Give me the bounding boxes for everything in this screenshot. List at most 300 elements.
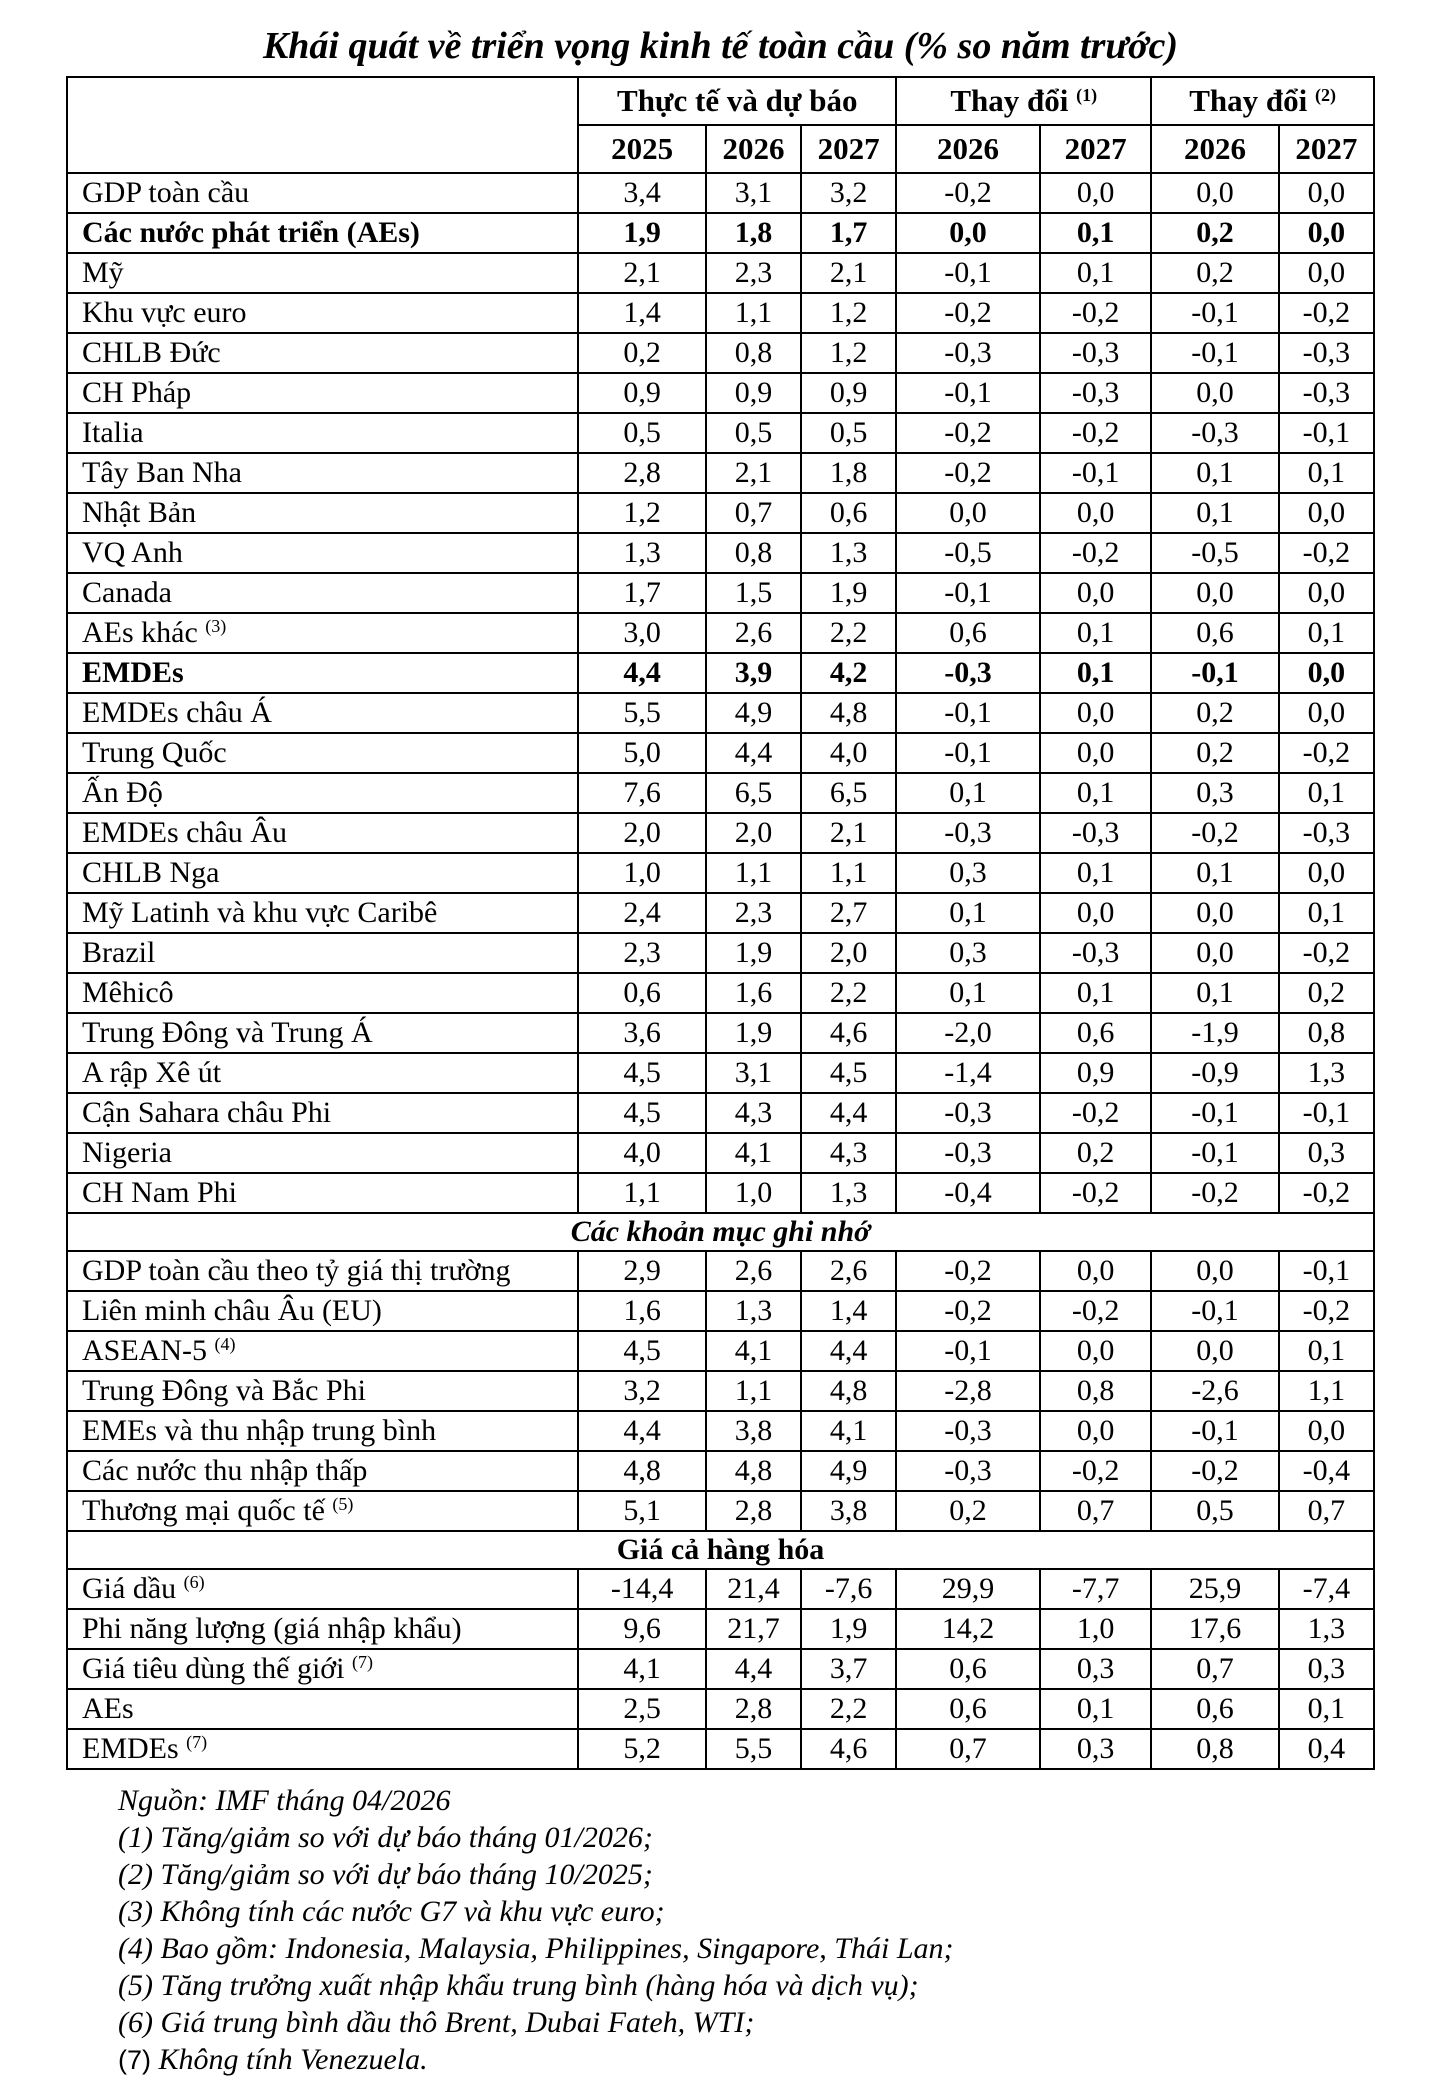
value-cell: 1,0 xyxy=(578,853,706,893)
value-cell: -0,2 xyxy=(896,1251,1040,1291)
value-cell: 0,7 xyxy=(706,493,801,533)
value-cell: 0,0 xyxy=(1040,893,1151,933)
value-cell: 4,8 xyxy=(801,693,896,733)
row-label xyxy=(67,1609,578,1649)
value-cell: 1,0 xyxy=(1040,1609,1151,1649)
value-cell: -0,2 xyxy=(1279,933,1374,973)
value-cell: 0,1 xyxy=(1279,1331,1374,1371)
value-cell: 0,6 xyxy=(896,1649,1040,1689)
table-row xyxy=(67,1411,1374,1451)
table-title: Khái quát về triển vọng kinh tế toàn cầu (% so năm trước) xyxy=(262,25,1179,67)
table-row xyxy=(67,1093,1374,1133)
value-cell: 0,1 xyxy=(1279,613,1374,653)
table-row xyxy=(67,933,1374,973)
value-cell: 0,5 xyxy=(1151,1491,1279,1531)
value-cell: 1,1 xyxy=(706,293,801,333)
value-cell: 4,9 xyxy=(801,1451,896,1491)
value-cell: -0,2 xyxy=(896,453,1040,493)
value-cell: 2,3 xyxy=(578,933,706,973)
value-cell: 0,7 xyxy=(1040,1491,1151,1531)
row-label xyxy=(67,333,578,373)
value-cell: 0,6 xyxy=(1151,1689,1279,1729)
value-cell: 4,0 xyxy=(578,1133,706,1173)
value-cell: 0,0 xyxy=(896,493,1040,533)
value-cell: -7,6 xyxy=(801,1569,896,1609)
table-row xyxy=(67,1609,1374,1649)
value-cell: 0,9 xyxy=(1040,1053,1151,1093)
table-row xyxy=(67,613,1374,653)
row-label xyxy=(67,1173,578,1213)
value-cell: 3,8 xyxy=(801,1491,896,1531)
row-label xyxy=(67,1013,578,1053)
value-cell: 0,0 xyxy=(1040,693,1151,733)
value-cell: 0,1 xyxy=(1151,493,1279,533)
value-cell: -0,1 xyxy=(896,373,1040,413)
value-cell: -0,1 xyxy=(1151,1411,1279,1451)
footnote: (5) Tăng trưởng xuất nhập khẩu trung bình (hàng hóa và dịch vụ); xyxy=(118,1969,919,2002)
value-cell: 3,4 xyxy=(578,173,706,213)
row-label-text: CH Pháp xyxy=(82,376,192,409)
value-cell: 21,4 xyxy=(706,1569,801,1609)
value-cell: 17,6 xyxy=(1151,1609,1279,1649)
row-label-text: Các nước phát triển (AEs) xyxy=(82,216,420,249)
row-label-text: EMEs và thu nhập trung bình xyxy=(82,1414,437,1447)
row-label xyxy=(67,533,578,573)
value-cell: 4,2 xyxy=(801,653,896,693)
value-cell: 0,2 xyxy=(1040,1133,1151,1173)
table-row xyxy=(67,1053,1374,1093)
row-label xyxy=(67,453,578,493)
row-label-text: AEs xyxy=(82,1692,134,1725)
value-cell: 0,0 xyxy=(1151,1251,1279,1291)
value-cell: 0,0 xyxy=(1279,1411,1374,1451)
row-label xyxy=(67,1371,578,1411)
value-cell: -0,3 xyxy=(896,333,1040,373)
value-cell: 2,6 xyxy=(706,613,801,653)
row-label-text: Giá dầu xyxy=(82,1572,177,1605)
value-cell: 1,3 xyxy=(1279,1053,1374,1093)
table-row xyxy=(67,1251,1374,1291)
value-cell: 0,1 xyxy=(1040,973,1151,1013)
row-label xyxy=(67,493,578,533)
value-cell: 1,9 xyxy=(801,1609,896,1649)
table-row xyxy=(67,733,1374,773)
value-cell: 4,9 xyxy=(706,693,801,733)
value-cell: 0,1 xyxy=(1279,1689,1374,1729)
value-cell: 3,7 xyxy=(801,1649,896,1689)
table-row xyxy=(67,1291,1374,1331)
footnotes xyxy=(118,1782,1368,2079)
row-label-text: CHLB Nga xyxy=(82,856,220,889)
value-cell: -0,1 xyxy=(896,1331,1040,1371)
value-cell: 5,0 xyxy=(578,733,706,773)
value-cell: 0,0 xyxy=(1279,693,1374,733)
row-label-text: Nhật Bản xyxy=(82,496,197,529)
value-cell: -1,4 xyxy=(896,1053,1040,1093)
value-cell: 0,1 xyxy=(1040,613,1151,653)
row-label-text: Trung Đông và Trung Á xyxy=(82,1016,373,1049)
value-cell: 0,2 xyxy=(896,1491,1040,1531)
value-cell: 2,8 xyxy=(706,1491,801,1531)
value-cell: -0,3 xyxy=(1040,333,1151,373)
value-cell: 2,8 xyxy=(578,453,706,493)
value-cell: 4,1 xyxy=(706,1331,801,1371)
value-cell: 3,0 xyxy=(578,613,706,653)
value-cell: 4,1 xyxy=(578,1649,706,1689)
table-row xyxy=(67,1569,1374,1609)
header-group-actual-forecast: Thực tế và dự báo xyxy=(578,77,896,125)
row-label-text: Canada xyxy=(82,576,172,609)
value-cell: -2,8 xyxy=(896,1371,1040,1411)
value-cell: -0,3 xyxy=(1279,333,1374,373)
value-cell: 2,4 xyxy=(578,893,706,933)
value-cell: 0,0 xyxy=(1279,253,1374,293)
value-cell: -0,1 xyxy=(896,693,1040,733)
section-prices-header xyxy=(67,1531,1374,1569)
value-cell: 2,3 xyxy=(706,893,801,933)
row-label xyxy=(67,213,578,253)
value-cell: 0,9 xyxy=(578,373,706,413)
value-cell: 4,5 xyxy=(801,1053,896,1093)
value-cell: 1,2 xyxy=(578,493,706,533)
table-row xyxy=(67,213,1374,253)
value-cell: -0,1 xyxy=(1151,293,1279,333)
row-label-text: EMDEs châu Âu xyxy=(82,816,287,849)
value-cell: -0,2 xyxy=(1040,1291,1151,1331)
value-cell: -0,2 xyxy=(1151,1173,1279,1213)
value-cell: -0,3 xyxy=(896,1451,1040,1491)
value-cell: 0,0 xyxy=(1151,373,1279,413)
value-cell: 0,0 xyxy=(1040,493,1151,533)
value-cell: 4,8 xyxy=(801,1371,896,1411)
section-prices-header-title: Giá cả hàng hóa xyxy=(67,1531,1374,1569)
row-label-text: AEs khác xyxy=(82,616,198,649)
row-label-text: A rập Xê út xyxy=(82,1056,222,1089)
value-cell: 0,0 xyxy=(1151,1331,1279,1371)
row-label xyxy=(67,853,578,893)
value-cell: 2,0 xyxy=(801,933,896,973)
value-cell: -2,6 xyxy=(1151,1371,1279,1411)
value-cell: 1,5 xyxy=(706,573,801,613)
row-label xyxy=(67,813,578,853)
value-cell: 2,6 xyxy=(801,1251,896,1291)
value-cell: 6,5 xyxy=(801,773,896,813)
value-cell: -0,3 xyxy=(896,1093,1040,1133)
footnote: (2) Tăng/giảm so với dự báo tháng 10/2025; xyxy=(118,1858,653,1891)
header-group-change-2-text: Thay đổi xyxy=(1189,83,1308,118)
value-cell: 0,0 xyxy=(1040,573,1151,613)
value-cell: 3,1 xyxy=(706,1053,801,1093)
value-cell: -0,2 xyxy=(1040,413,1151,453)
value-cell: 1,1 xyxy=(706,853,801,893)
value-cell: 0,1 xyxy=(1151,973,1279,1013)
value-cell: 4,5 xyxy=(578,1093,706,1133)
value-cell: 0,0 xyxy=(896,213,1040,253)
value-cell: 3,1 xyxy=(706,173,801,213)
value-cell: -0,5 xyxy=(896,533,1040,573)
row-label-text: ASEAN-5 xyxy=(82,1334,207,1367)
header-group-change-2-note: (2) xyxy=(1315,85,1337,105)
table-row xyxy=(67,573,1374,613)
row-label-text: Liên minh châu Âu (EU) xyxy=(82,1294,382,1327)
value-cell: 0,2 xyxy=(578,333,706,373)
value-cell: -0,5 xyxy=(1151,533,1279,573)
row-label xyxy=(67,1411,578,1451)
table-row xyxy=(67,293,1374,333)
header-year: 2027 xyxy=(801,125,896,173)
value-cell: 0,2 xyxy=(1279,973,1374,1013)
value-cell: 0,1 xyxy=(1040,853,1151,893)
value-cell: 0,9 xyxy=(801,373,896,413)
value-cell: 2,2 xyxy=(801,613,896,653)
value-cell: 0,2 xyxy=(1151,213,1279,253)
value-cell: 0,0 xyxy=(1279,173,1374,213)
value-cell: 9,6 xyxy=(578,1609,706,1649)
row-label-note: (7) xyxy=(352,1652,373,1672)
value-cell: 0,1 xyxy=(1279,453,1374,493)
row-label xyxy=(67,1291,578,1331)
row-label xyxy=(67,1133,578,1173)
value-cell: 5,1 xyxy=(578,1491,706,1531)
value-cell: 2,1 xyxy=(706,453,801,493)
table-row xyxy=(67,493,1374,533)
value-cell: -0,2 xyxy=(1279,1173,1374,1213)
table-row xyxy=(67,1729,1374,1769)
value-cell: -0,2 xyxy=(1279,533,1374,573)
value-cell: -0,1 xyxy=(1279,1251,1374,1291)
row-label xyxy=(67,733,578,773)
value-cell: -0,3 xyxy=(896,653,1040,693)
row-label-text: Nigeria xyxy=(82,1136,172,1169)
row-label-text: Brazil xyxy=(82,936,156,969)
value-cell: -0,2 xyxy=(1040,1451,1151,1491)
row-label-text: VQ Anh xyxy=(82,536,183,569)
table-row xyxy=(67,893,1374,933)
value-cell: 1,2 xyxy=(801,333,896,373)
value-cell: -7,7 xyxy=(1040,1569,1151,1609)
header-group-change-2 xyxy=(1151,77,1374,125)
value-cell: 0,8 xyxy=(706,333,801,373)
value-cell: 0,8 xyxy=(1151,1729,1279,1769)
value-cell: 1,3 xyxy=(801,533,896,573)
value-cell: 0,0 xyxy=(1151,173,1279,213)
value-cell: 1,1 xyxy=(801,853,896,893)
header-year: 2027 xyxy=(1279,125,1374,173)
value-cell: 1,4 xyxy=(578,293,706,333)
value-cell: -0,4 xyxy=(1279,1451,1374,1491)
value-cell: 0,0 xyxy=(1040,173,1151,213)
value-cell: 1,9 xyxy=(801,573,896,613)
value-cell: -0,2 xyxy=(1151,813,1279,853)
value-cell: 2,7 xyxy=(801,893,896,933)
value-cell: 2,2 xyxy=(801,973,896,1013)
value-cell: 0,0 xyxy=(1151,893,1279,933)
value-cell: -0,2 xyxy=(1040,1173,1151,1213)
value-cell: 2,1 xyxy=(801,813,896,853)
row-label-text: GDP toàn cầu xyxy=(82,176,250,209)
value-cell: 2,3 xyxy=(706,253,801,293)
value-cell: 4,4 xyxy=(578,653,706,693)
value-cell: 0,2 xyxy=(1151,253,1279,293)
table-row xyxy=(67,1649,1374,1689)
value-cell: -0,4 xyxy=(896,1173,1040,1213)
value-cell: 2,9 xyxy=(578,1251,706,1291)
row-label xyxy=(67,253,578,293)
value-cell: 0,1 xyxy=(1151,853,1279,893)
footnote: (1) Tăng/giảm so với dự báo tháng 01/2026; xyxy=(118,1821,653,1854)
value-cell: 0,3 xyxy=(1040,1729,1151,1769)
row-label-note: (5) xyxy=(332,1494,354,1514)
value-cell: -0,1 xyxy=(1151,653,1279,693)
table-row xyxy=(67,1451,1374,1491)
row-label xyxy=(67,1689,578,1729)
value-cell: 5,5 xyxy=(578,693,706,733)
value-cell: -0,2 xyxy=(896,1291,1040,1331)
value-cell: 4,3 xyxy=(706,1093,801,1133)
value-cell: 2,5 xyxy=(578,1689,706,1729)
value-cell: 0,8 xyxy=(1040,1371,1151,1411)
value-cell: -0,3 xyxy=(1040,813,1151,853)
row-label-text: Cận Sahara châu Phi xyxy=(82,1096,332,1129)
value-cell: 0,0 xyxy=(1040,733,1151,773)
value-cell: -2,0 xyxy=(896,1013,1040,1053)
row-label-text: EMDEs châu Á xyxy=(82,696,272,729)
value-cell: 0,9 xyxy=(706,373,801,413)
value-cell: -0,3 xyxy=(896,1133,1040,1173)
value-cell: 1,9 xyxy=(578,213,706,253)
value-cell: -0,2 xyxy=(1279,293,1374,333)
footnote-prefix: (7) xyxy=(118,2045,151,2075)
value-cell: 21,7 xyxy=(706,1609,801,1649)
row-label-text: Giá tiêu dùng thế giới xyxy=(82,1652,345,1685)
value-cell: 1,2 xyxy=(801,293,896,333)
table-row xyxy=(67,693,1374,733)
value-cell: -0,1 xyxy=(1151,333,1279,373)
value-cell: 2,2 xyxy=(801,1689,896,1729)
value-cell: 4,5 xyxy=(578,1053,706,1093)
value-cell: 2,1 xyxy=(801,253,896,293)
value-cell: -0,1 xyxy=(1151,1291,1279,1331)
row-label xyxy=(67,933,578,973)
header-year: 2026 xyxy=(706,125,801,173)
value-cell: 0,3 xyxy=(896,853,1040,893)
value-cell: 0,5 xyxy=(706,413,801,453)
value-cell: -0,1 xyxy=(1279,1093,1374,1133)
value-cell: 4,8 xyxy=(706,1451,801,1491)
row-label xyxy=(67,1251,578,1291)
table-row xyxy=(67,973,1374,1013)
footnote xyxy=(118,2041,1368,2079)
value-cell: -0,1 xyxy=(1151,1133,1279,1173)
row-label xyxy=(67,613,578,653)
value-cell: 4,4 xyxy=(706,1649,801,1689)
value-cell: 1,3 xyxy=(801,1173,896,1213)
value-cell: -0,3 xyxy=(896,1411,1040,1451)
value-cell: 1,4 xyxy=(801,1291,896,1331)
row-label xyxy=(67,413,578,453)
value-cell: -0,2 xyxy=(1040,293,1151,333)
value-cell: 7,6 xyxy=(578,773,706,813)
value-cell: 0,8 xyxy=(706,533,801,573)
value-cell: -0,3 xyxy=(1040,373,1151,413)
value-cell: 0,1 xyxy=(896,973,1040,1013)
value-cell: 3,2 xyxy=(578,1371,706,1411)
value-cell: 0,1 xyxy=(1040,213,1151,253)
row-label-text: Trung Quốc xyxy=(82,736,227,769)
row-label-note: (7) xyxy=(186,1732,208,1752)
value-cell: 4,4 xyxy=(578,1411,706,1451)
header-year: 2026 xyxy=(1151,125,1279,173)
header-group-change-1-text: Thay đổi xyxy=(950,83,1069,118)
value-cell: -0,2 xyxy=(1279,733,1374,773)
value-cell: 4,4 xyxy=(706,733,801,773)
table-row xyxy=(67,653,1374,693)
row-label-text: Thương mại quốc tế xyxy=(82,1494,325,1527)
value-cell: -0,2 xyxy=(896,293,1040,333)
table-row xyxy=(67,1689,1374,1729)
value-cell: 0,1 xyxy=(1040,773,1151,813)
value-cell: 0,8 xyxy=(1279,1013,1374,1053)
value-cell: 1,9 xyxy=(706,1013,801,1053)
value-cell: -14,4 xyxy=(578,1569,706,1609)
row-label-text: Italia xyxy=(82,416,144,449)
value-cell: 0,6 xyxy=(896,1689,1040,1729)
value-cell: -0,3 xyxy=(1151,413,1279,453)
value-cell: 0,0 xyxy=(1279,213,1374,253)
value-cell: 0,3 xyxy=(1279,1133,1374,1173)
header-year: 2026 xyxy=(896,125,1040,173)
value-cell: 1,8 xyxy=(801,453,896,493)
value-cell: 0,5 xyxy=(801,413,896,453)
row-label-text: Khu vực euro xyxy=(82,296,247,329)
value-cell: -0,3 xyxy=(1279,813,1374,853)
value-cell: 0,0 xyxy=(1279,653,1374,693)
header-row-groups xyxy=(67,77,1374,125)
row-label xyxy=(67,973,578,1013)
value-cell: 4,1 xyxy=(801,1411,896,1451)
value-cell: -0,2 xyxy=(896,413,1040,453)
row-label xyxy=(67,1491,578,1531)
value-cell: 4,8 xyxy=(578,1451,706,1491)
value-cell: 4,4 xyxy=(801,1331,896,1371)
table-row xyxy=(67,1371,1374,1411)
value-cell: 0,2 xyxy=(1151,733,1279,773)
value-cell: 1,6 xyxy=(706,973,801,1013)
value-cell: -0,3 xyxy=(896,813,1040,853)
row-label-text: Ấn Độ xyxy=(82,776,163,809)
value-cell: 0,0 xyxy=(1279,853,1374,893)
table-row xyxy=(67,373,1374,413)
value-cell: 14,2 xyxy=(896,1609,1040,1649)
value-cell: 0,5 xyxy=(578,413,706,453)
value-cell: -0,2 xyxy=(896,173,1040,213)
row-label xyxy=(67,653,578,693)
value-cell: -0,9 xyxy=(1151,1053,1279,1093)
row-label-text: Phi năng lượng (giá nhập khẩu) xyxy=(82,1612,462,1645)
header-group-change-1 xyxy=(896,77,1151,125)
row-label-text: Mỹ xyxy=(82,256,124,289)
row-label-text: EMDEs xyxy=(82,1732,179,1765)
value-cell: 1,9 xyxy=(706,933,801,973)
value-cell: 0,7 xyxy=(1151,1649,1279,1689)
value-cell: 0,1 xyxy=(1040,1689,1151,1729)
value-cell: 1,3 xyxy=(706,1291,801,1331)
value-cell: 2,6 xyxy=(706,1251,801,1291)
value-cell: 1,1 xyxy=(1279,1371,1374,1411)
value-cell: 0,6 xyxy=(578,973,706,1013)
table-row xyxy=(67,413,1374,453)
header-year: 2027 xyxy=(1040,125,1151,173)
